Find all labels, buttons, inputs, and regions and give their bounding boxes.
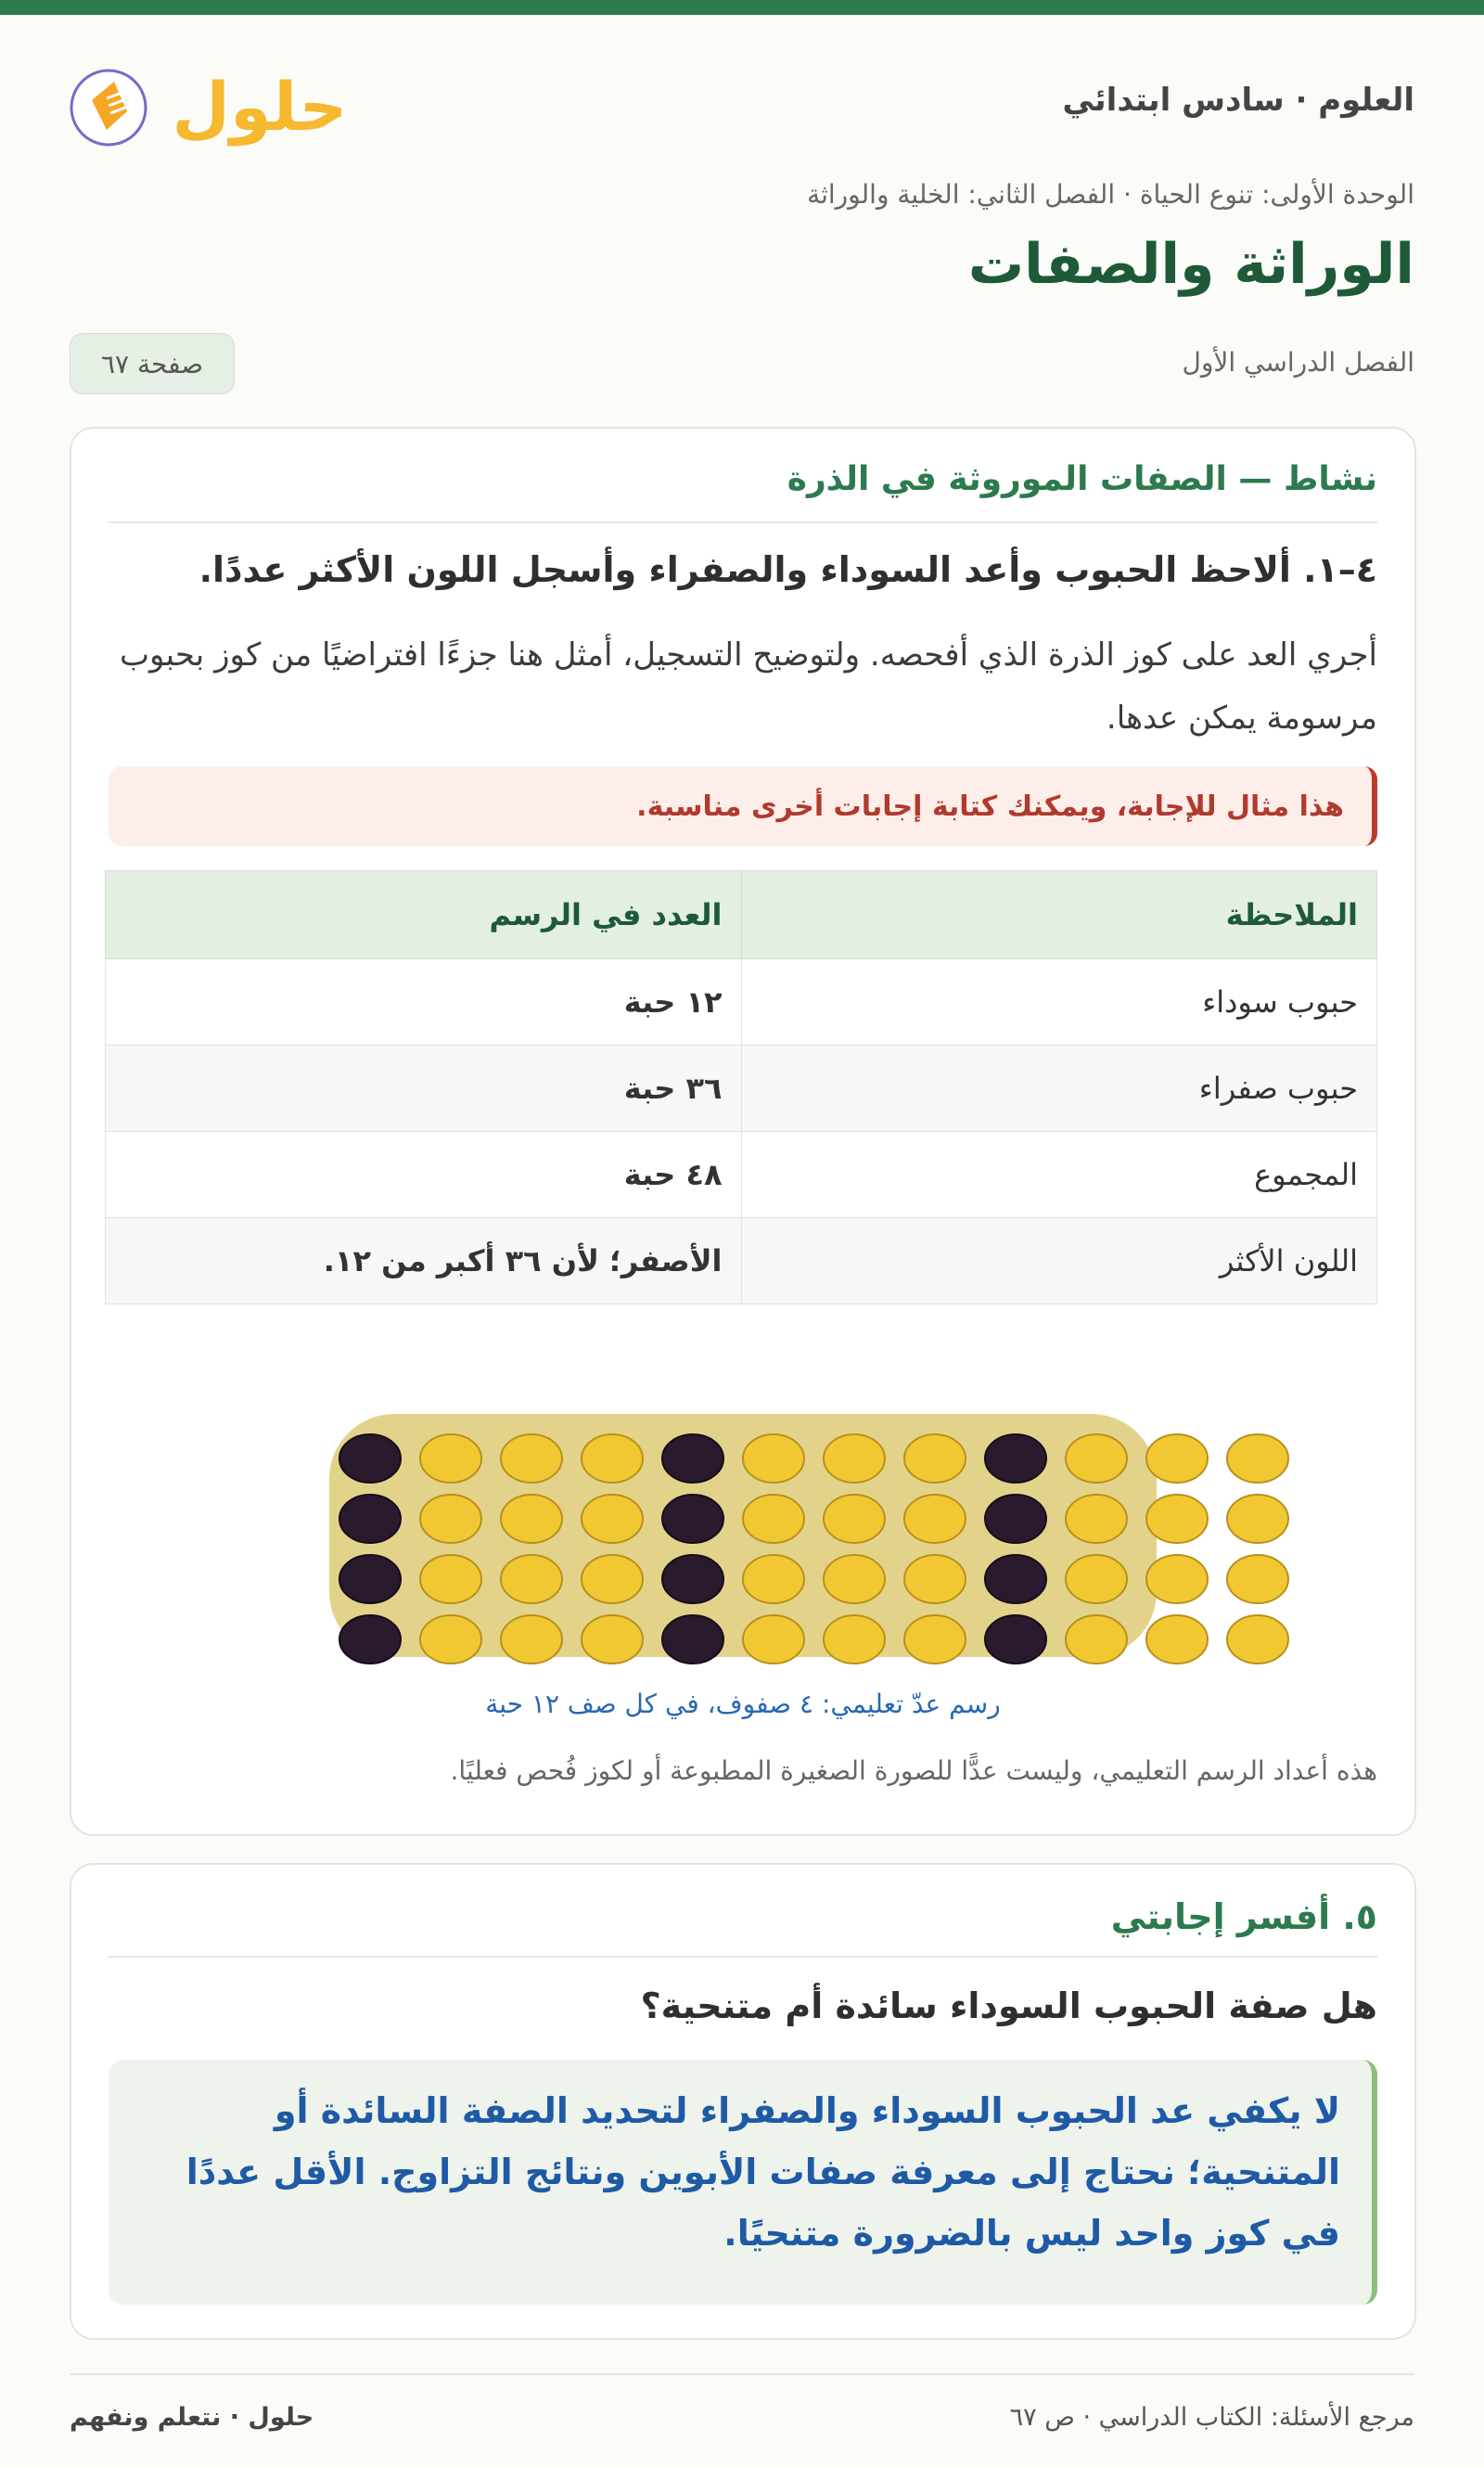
yellow-kernel bbox=[582, 1495, 643, 1543]
table-row bbox=[106, 1046, 1377, 1132]
black-kernel bbox=[339, 1555, 401, 1603]
yellow-kernel bbox=[420, 1495, 481, 1543]
black-kernel bbox=[339, 1495, 401, 1543]
table-cell-value: الأصفر؛ لأن ٣٦ أكبر من ١٢. bbox=[106, 1218, 742, 1304]
black-kernel bbox=[339, 1434, 401, 1483]
footer-divider bbox=[70, 2373, 1414, 2375]
yellow-kernel bbox=[824, 1615, 885, 1664]
yellow-kernel bbox=[743, 1615, 804, 1664]
table-cell-value: ١٢ حبة bbox=[106, 959, 742, 1046]
yellow-kernel bbox=[501, 1495, 562, 1543]
table-cell-value: ٤٨ حبة bbox=[106, 1132, 742, 1218]
yellow-kernel bbox=[420, 1615, 481, 1664]
black-kernel bbox=[985, 1495, 1046, 1543]
table-row bbox=[106, 1132, 1377, 1218]
diagram-caption: رسم عدّ تعليمي: ٤ صفوف، في كل صف ١٢ حبة bbox=[485, 1689, 1001, 1719]
activity-title: نشاط — الصفات الموروثة في الذرة bbox=[787, 460, 1377, 498]
yellow-kernel bbox=[501, 1615, 562, 1664]
semester-label: الفصل الدراسي الأول bbox=[1182, 347, 1414, 378]
table-header-count: العدد في الرسم bbox=[106, 871, 742, 959]
page-header bbox=[70, 45, 1414, 165]
activity-card bbox=[70, 427, 1416, 1836]
diagram-disclaimer: هذه أعداد الرسم التعليمي، وليست عدًّا للصورة الصغيرة المطبوعة أو لكوز فُحص فعليًا. bbox=[450, 1755, 1377, 1786]
lesson-title: الوراثة والصفات bbox=[967, 232, 1414, 297]
black-kernel bbox=[662, 1434, 723, 1483]
unit-breadcrumb: الوحدة الأولى: تنوع الحياة · الفصل الثاني: الخلية والوراثة bbox=[807, 179, 1414, 210]
black-kernel bbox=[662, 1615, 723, 1664]
table-cell-label: حبوب سوداء bbox=[741, 959, 1377, 1046]
explain-question: هل صفة الحبوب السوداء سائدة أم متنحية؟ bbox=[640, 1985, 1377, 2026]
table-header-observation: الملاحظة bbox=[741, 871, 1377, 959]
yellow-kernel bbox=[904, 1434, 966, 1483]
yellow-kernel bbox=[1227, 1434, 1288, 1483]
table-cell-label: اللون الأكثر bbox=[741, 1218, 1377, 1304]
yellow-kernel bbox=[1066, 1434, 1127, 1483]
yellow-kernel bbox=[1146, 1434, 1208, 1483]
yellow-kernel bbox=[420, 1434, 481, 1483]
yellow-kernel bbox=[904, 1495, 966, 1543]
table-cell-label: حبوب صفراء bbox=[741, 1046, 1377, 1132]
black-kernel bbox=[985, 1555, 1046, 1603]
yellow-kernel bbox=[743, 1434, 804, 1483]
table-row bbox=[106, 1218, 1377, 1304]
footer-reference: مرجع الأسئلة: الكتاب الدراسي · ص ٦٧ bbox=[1009, 2403, 1414, 2432]
table-row bbox=[106, 959, 1377, 1046]
table-header-row bbox=[106, 871, 1377, 959]
yellow-kernel bbox=[582, 1555, 643, 1603]
hulul-logo-icon bbox=[70, 45, 348, 165]
yellow-kernel bbox=[824, 1495, 885, 1543]
black-kernel bbox=[339, 1615, 401, 1664]
yellow-kernel bbox=[1066, 1555, 1127, 1603]
yellow-kernel bbox=[904, 1555, 966, 1603]
yellow-kernel bbox=[824, 1434, 885, 1483]
divider bbox=[109, 521, 1377, 523]
yellow-kernel bbox=[1146, 1615, 1208, 1664]
yellow-kernel bbox=[582, 1434, 643, 1483]
svg-text:حلول: حلول bbox=[172, 68, 348, 146]
top-accent-bar bbox=[0, 0, 1484, 15]
divider bbox=[109, 1956, 1377, 1958]
observation-table bbox=[105, 870, 1377, 1304]
activity-question: ٤–١. ألاحظ الحبوب وأعد السوداء والصفراء وأسجل اللون الأكثر عددًا. bbox=[198, 549, 1377, 590]
yellow-kernel bbox=[501, 1434, 562, 1483]
yellow-kernel bbox=[420, 1555, 481, 1603]
yellow-kernel bbox=[501, 1555, 562, 1603]
yellow-kernel bbox=[904, 1615, 966, 1664]
explain-title: ٥. أفسر إجابتي bbox=[1110, 1896, 1377, 1937]
subject-title: العلوم · سادس ابتدائي bbox=[1062, 82, 1414, 119]
yellow-kernel bbox=[1227, 1615, 1288, 1664]
example-answer-note: هذا مثال للإجابة، ويمكنك كتابة إجابات أخرى مناسبة. bbox=[109, 766, 1377, 846]
yellow-kernel bbox=[743, 1495, 804, 1543]
yellow-kernel bbox=[1146, 1555, 1208, 1603]
footer-brand: حلول · نتعلم ونفهم bbox=[70, 2403, 314, 2432]
activity-intro: أجري العد على كوز الذرة الذي أفحصه. ولتوضيح التسجيل، أمثل هنا جزءًا افتراضيًا من كوز بحبوب مرسومة يمكن عدها. bbox=[120, 636, 1377, 737]
yellow-kernel bbox=[743, 1555, 804, 1603]
black-kernel bbox=[662, 1555, 723, 1603]
yellow-kernel bbox=[1066, 1495, 1127, 1543]
yellow-kernel bbox=[1227, 1495, 1288, 1543]
table-cell-value: ٣٦ حبة bbox=[106, 1046, 742, 1132]
explain-card bbox=[70, 1863, 1416, 2340]
explain-answer: لا يكفي عد الحبوب السوداء والصفراء لتحديد الصفة السائدة أو المتنحية؛ نحتاج إلى معرفة صفات الأبوين ونتائج التزاوج. الأقل عددًا في كوز واحد ليس بالضرورة متنحيًا. bbox=[109, 2060, 1377, 2305]
yellow-kernel bbox=[1146, 1495, 1208, 1543]
yellow-kernel bbox=[1066, 1615, 1127, 1664]
black-kernel bbox=[662, 1495, 723, 1543]
yellow-kernel bbox=[1227, 1555, 1288, 1603]
black-kernel bbox=[985, 1615, 1046, 1664]
page-number-badge: صفحة ٦٧ bbox=[70, 333, 235, 394]
yellow-kernel bbox=[582, 1615, 643, 1664]
table-cell-label: المجموع bbox=[741, 1132, 1377, 1218]
black-kernel bbox=[985, 1434, 1046, 1483]
corn-kernel-diagram bbox=[257, 1395, 1229, 1664]
yellow-kernel bbox=[824, 1555, 885, 1603]
